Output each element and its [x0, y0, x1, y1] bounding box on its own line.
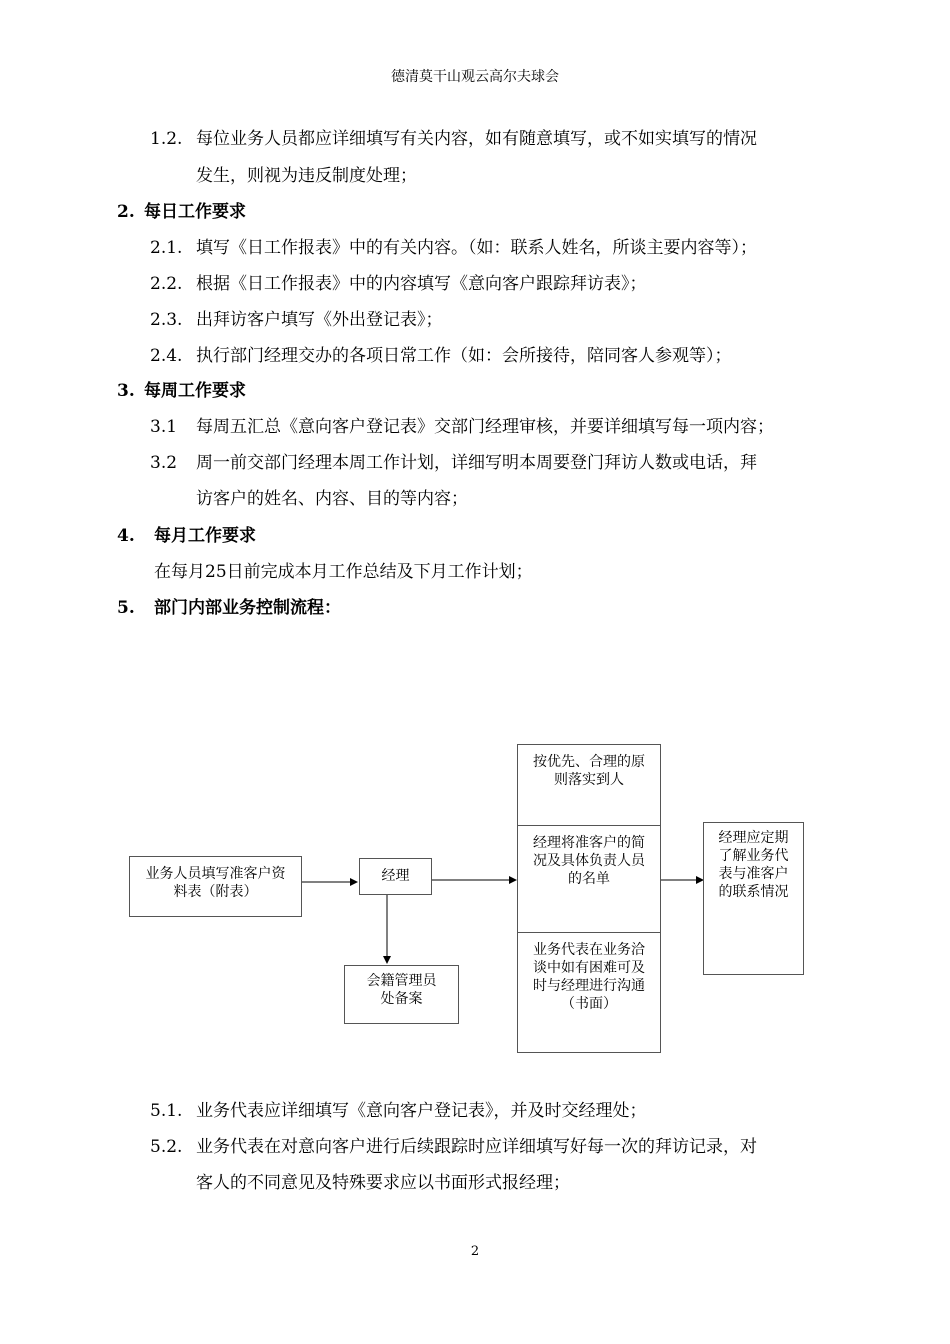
clause-number: 5.1.	[150, 1101, 183, 1121]
flow-steps-divider-2	[517, 932, 661, 933]
clause-number: 3.2	[150, 453, 178, 473]
clause-5-2	[150, 1137, 757, 1157]
flow-steps-box	[517, 744, 661, 1053]
clause-3-1	[150, 417, 774, 437]
heading-text: 每日工作要求	[144, 202, 246, 222]
flow-steps-divider-1	[517, 825, 661, 826]
section-heading-5	[117, 598, 341, 618]
heading-text: 每月工作要求	[154, 526, 256, 546]
clause-2-1	[150, 238, 757, 258]
clause-2-2	[150, 274, 647, 294]
clause-number: 2.3.	[150, 310, 183, 330]
clause-text: 根据《日工作报表》中的内容填写《意向客户跟踪拜访表》；	[196, 274, 647, 294]
clause-number: 5.2.	[150, 1137, 183, 1157]
section-heading-2	[117, 202, 246, 222]
page-header: 德清莫干山观云高尔夫球会	[391, 69, 559, 85]
clause-2-3	[150, 310, 443, 330]
clause-1-2-continuation: 发生，则视为违反制度处理；	[196, 166, 417, 186]
flow-result-box	[703, 822, 804, 975]
clause-5-1	[150, 1101, 647, 1121]
flow-manager-text: 经理	[381, 868, 410, 884]
clause-text: 执行部门经理交办的各项日常工作（如：会所接待，陪同客人参观等）；	[196, 346, 732, 366]
clause-5-2-continuation: 客人的不同意见及特殊要求应以书面形式报经理；	[196, 1173, 570, 1193]
clause-number: 2.1.	[150, 238, 183, 258]
clause-text: 业务代表在对意向客户进行后续跟踪时应详细填写好每一次的拜访记录，对	[196, 1137, 757, 1157]
flow-start-box	[129, 856, 302, 917]
clause-number: 2.4.	[150, 346, 183, 366]
clause-text: 出拜访客户填写《外出登记表》；	[196, 310, 443, 330]
flow-step-1-text: 按优先、合理的原则落实到人	[533, 754, 645, 788]
heading-number: 3.	[117, 381, 135, 401]
section-heading-3	[117, 381, 246, 401]
clause-2-4	[150, 346, 732, 366]
section-heading-4	[117, 526, 256, 546]
flow-step-2-text: 经理将准客户的简况及具体负责人员的名单	[533, 835, 645, 887]
clause-number: 1.2.	[150, 129, 183, 149]
heading-number: 2.	[117, 202, 135, 222]
flow-manager-box	[359, 858, 432, 895]
flow-result-text: 经理应定期了解业务代表与准客户的联系情况	[718, 830, 789, 900]
heading-number: 5.	[117, 598, 135, 618]
clause-number: 2.2.	[150, 274, 183, 294]
flow-start-text: 业务人员填写准客户资料表（附表）	[145, 866, 286, 900]
clause-text: 周一前交部门经理本周工作计划，详细写明本周要登门拜访人数或电话，拜	[196, 453, 757, 473]
heading-text: 部门内部业务控制流程：	[154, 598, 341, 618]
monthly-requirement-text: 在每月25日前完成本月工作总结及下月工作计划；	[154, 562, 533, 582]
clause-1-2	[150, 129, 757, 149]
clause-text: 业务代表应详细填写《意向客户登记表》，并及时交经理处；	[196, 1101, 647, 1121]
clause-text: 填写《日工作报表》中的有关内容。（如：联系人姓名，所谈主要内容等）；	[196, 238, 757, 258]
clause-3-2-continuation: 访客户的姓名、内容、目的等内容；	[196, 489, 468, 509]
flow-step-3-text: 业务代表在业务洽谈中如有困难可及时与经理进行沟通（书面）	[533, 942, 645, 1012]
clause-3-2	[150, 453, 757, 473]
clause-text: 每周五汇总《意向客户登记表》交部门经理审核，并要详细填写每一项内容；	[196, 417, 774, 437]
heading-number: 4.	[117, 526, 135, 546]
heading-text: 每周工作要求	[144, 381, 246, 401]
flow-registrar-text: 会籍管理员处备案	[366, 973, 437, 1007]
clause-number: 3.1	[150, 417, 178, 437]
flow-registrar-box	[344, 965, 459, 1024]
clause-text: 每位业务人员都应详细填写有关内容，如有随意填写，或不如实填写的情况	[196, 129, 757, 149]
page-number: 2	[470, 1244, 480, 1259]
